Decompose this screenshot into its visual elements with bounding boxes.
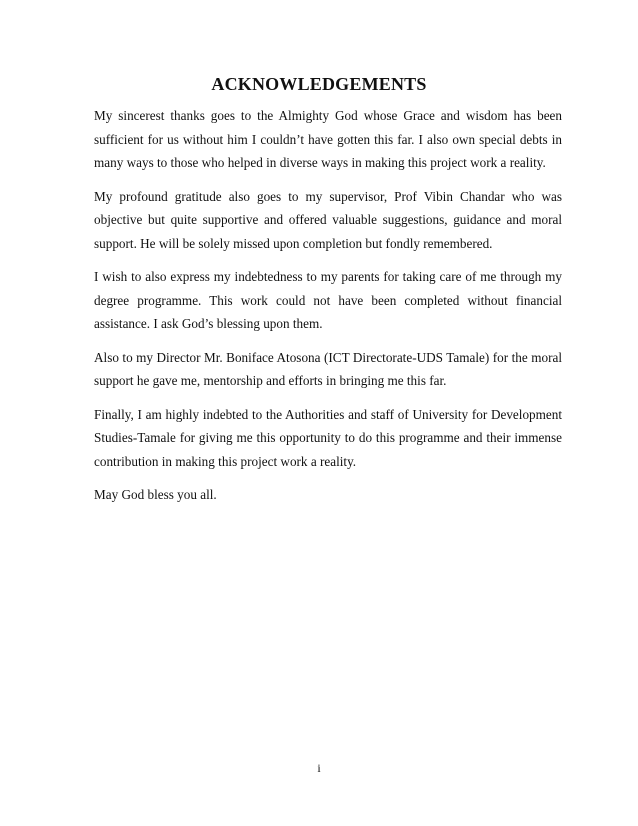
paragraph-parents: I wish to also express my indebtedness to my parents for taking care of me through my degree programme. This work could not have been completed without financial assistance. I ask God’s blessing upon them.: [94, 269, 562, 331]
page-title: ACKNOWLEDGEMENTS: [211, 74, 427, 94]
paragraph-director: Also to my Director Mr. Boniface Atosona (ICT Directorate-UDS Tamale) for the moral support he gave me, mentorship and efforts in bringing me this far.: [94, 349, 562, 388]
page-number: i: [317, 761, 321, 775]
paragraph-university: Finally, I am highly indebted to the Authorities and staff of University for Development Studies-Tamale for giving me this opportunity to do this programme and their immense contribution in making this project work a reality.: [94, 406, 562, 469]
paragraph-thanks-god: My sincerest thanks goes to the Almighty God whose Grace and wisdom has been sufficient for us without him I couldn’t have gotten this far. I also own special debts in many ways to those who helped in diverse ways in making this project work a reality.: [94, 108, 562, 170]
paragraph-supervisor: My profound gratitude also goes to my supervisor, Prof Vibin Chandar who was objective but quite supportive and offered valuable suggestions, guidance and moral support. He will be solely missed upon completion but fondly remembered.: [94, 188, 562, 251]
paragraph-closing: May God bless you all.: [94, 487, 217, 502]
acknowledgements-body: [94, 104, 562, 517]
